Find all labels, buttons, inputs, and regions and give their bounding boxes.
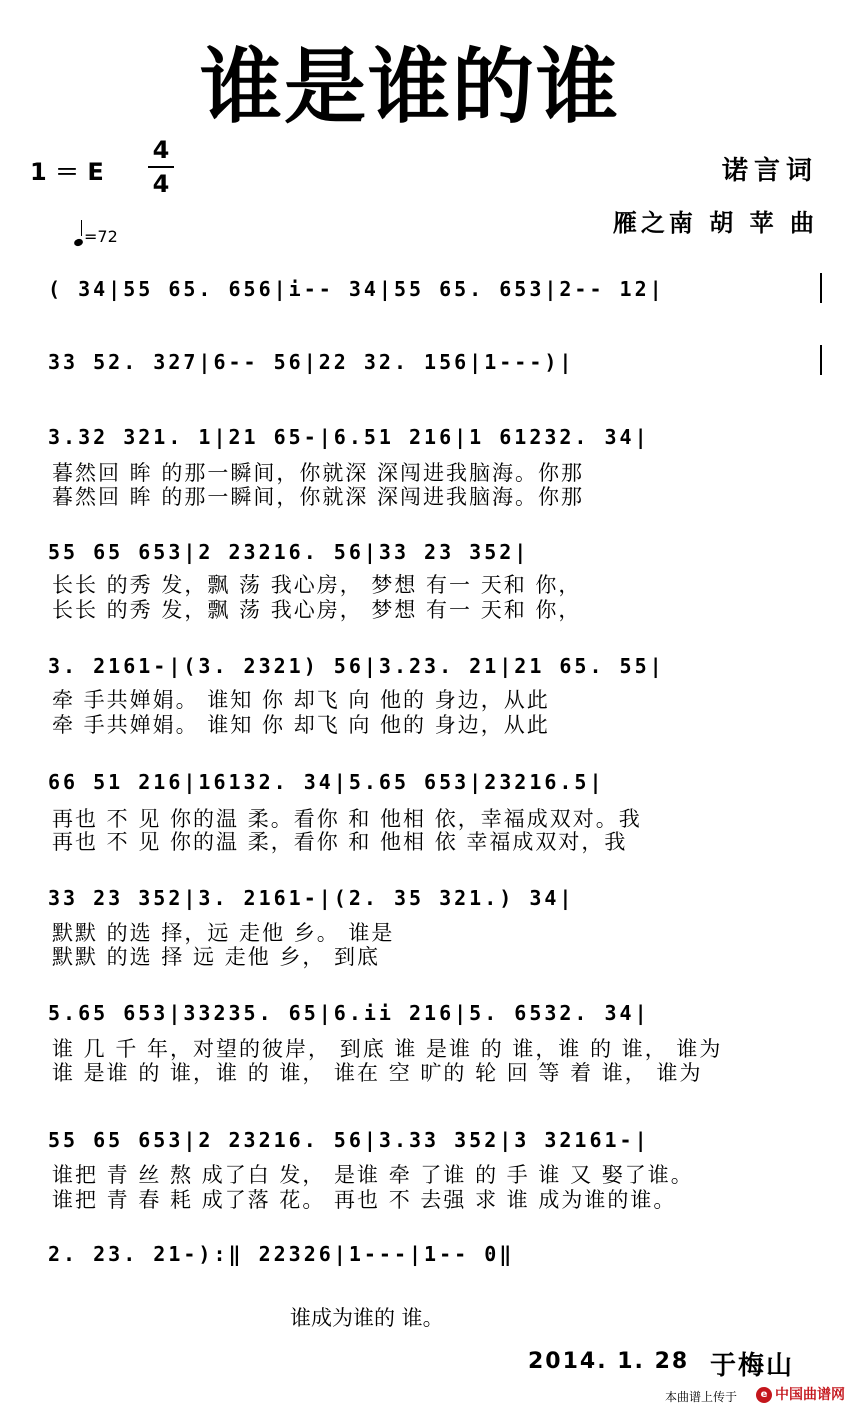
lyricist-credit: 诺言词 (721, 156, 818, 186)
score-line-4: 55 65 653|2 23216. 56|33 23 352| (48, 540, 530, 564)
time-signature (148, 134, 174, 200)
lyric-verse2-line-5: 牵 手共婵娟。 谁知 你 却飞 向 他的 身边，从此 (52, 713, 550, 737)
upload-note: 本曲谱上传于 (665, 1390, 738, 1404)
tempo-marking (74, 226, 118, 246)
score-line-9: 55 65 653|2 23216. 56|3.33 352|3 32161-| (48, 1128, 650, 1152)
score-line-8: 5.65 653|33235. 65|6.ii 216|5. 6532. 34| (48, 1001, 650, 1025)
coda-lyric: 谁成为谁的 谁。 (290, 1306, 444, 1330)
quarter-note-icon (73, 238, 84, 248)
lyric-verse2-line-3: 暮然回 眸 的那一瞬间，你就深 深闯进我脑海。你那 (52, 485, 585, 509)
score-line-7: 33 23 352|3. 2161-|(2. 35 321.) 34| (48, 886, 575, 910)
score-line-3: 3.32 321. 1|21 65-|6.51 216|1 61232. 34| (48, 425, 650, 449)
time-signature-bottom: 4 (152, 170, 170, 198)
song-title: 谁是谁的谁 (199, 40, 620, 135)
score-line-1: ( 34|55 65. 656|i-- 34|55 65. 653|2-- 12| (48, 277, 665, 301)
lyric-verse1-line-7: 默默 的选 择，远 走他 乡。 谁是 (52, 921, 395, 945)
barline (820, 345, 822, 375)
author-signature: 于梅山 (710, 1351, 795, 1381)
score-line-5: 3. 2161-|(3. 2321) 56|3.23. 21|21 65. 55| (48, 654, 665, 678)
lyric-verse1-line-9: 谁把 青 丝 熬 成了白 发， 是谁 牵 了谁 的 手 谁 又 娶了谁。 (52, 1163, 694, 1187)
site-logo[interactable] (756, 1384, 845, 1404)
key-signature: 1 ＝ E (30, 158, 104, 186)
lyric-verse1-line-4: 长长 的秀 发，飘 荡 我心房， 梦想 有一 天和 你， (52, 573, 582, 597)
composer-credit: 雁之南 胡 苹 曲 (612, 209, 818, 237)
lyric-verse2-line-4: 长长 的秀 发，飘 荡 我心房， 梦想 有一 天和 你， (52, 598, 582, 622)
lyric-verse2-line-8: 谁 是谁 的 谁，谁 的 谁， 谁在 空 旷的 轮 回 等 着 谁， 谁为 (52, 1061, 703, 1085)
lyric-verse2-line-9: 谁把 青 春 耗 成了落 花。 再也 不 去强 求 谁 成为谁的谁。 (52, 1188, 677, 1212)
score-line-10: 2. 23. 21-):‖ 22326|1---|1-- 0‖ (48, 1242, 515, 1266)
lyric-verse1-line-6: 再也 不 见 你的温 柔。看你 和 他相 依，幸福成双对。我 (52, 807, 642, 831)
lyric-verse2-line-7: 默默 的选 择 远 走他 乡， 到底 (52, 945, 381, 969)
lyric-verse1-line-3: 暮然回 眸 的那一瞬间，你就深 深闯进我脑海。你那 (52, 461, 585, 485)
score-line-6: 66 51 216|16132. 34|5.65 653|23216.5| (48, 770, 605, 794)
lyric-verse2-line-6: 再也 不 见 你的温 柔，看你 和 他相 依 幸福成双对，我 (52, 830, 628, 854)
note-stem-icon (81, 220, 82, 236)
logo-text: 中国曲谱网 (775, 1387, 845, 1403)
time-signature-top: 4 (152, 136, 170, 164)
lyric-verse1-line-5: 牵 手共婵娟。 谁知 你 却飞 向 他的 身边，从此 (52, 688, 550, 712)
lyric-verse1-line-8: 谁 几 千 年，对望的彼岸， 到底 谁 是谁 的 谁，谁 的 谁， 谁为 (52, 1037, 723, 1061)
logo-icon: e (756, 1387, 772, 1403)
tempo-value: =72 (84, 227, 118, 246)
date-signature: 2014. 1. 28 (528, 1349, 690, 1374)
barline (820, 273, 822, 303)
score-line-2: 33 52. 327|6-- 56|22 32. 156|1---)| (48, 350, 575, 374)
